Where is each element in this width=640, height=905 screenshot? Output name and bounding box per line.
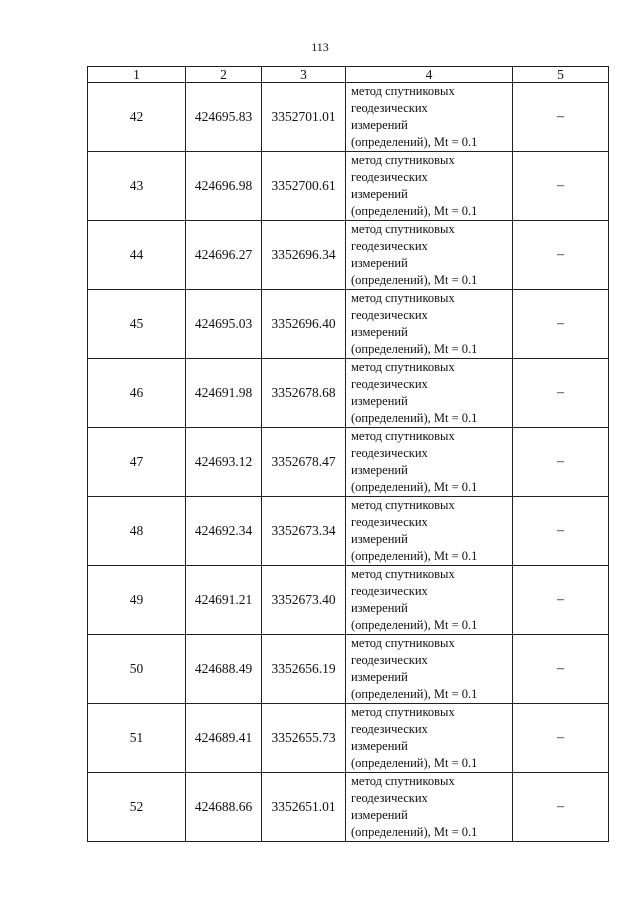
header-cell-2: 2 bbox=[186, 67, 262, 83]
method-cell bbox=[346, 635, 513, 704]
y-coordinate-cell: 3352678.68 bbox=[262, 359, 346, 428]
method-line: (определений), Mt = 0.1 bbox=[351, 411, 478, 425]
method-line: геодезических bbox=[351, 170, 428, 184]
method-line: (определений), Mt = 0.1 bbox=[351, 687, 478, 701]
method-cell bbox=[346, 704, 513, 773]
column-5-cell: – bbox=[513, 497, 609, 566]
method-cell bbox=[346, 428, 513, 497]
method-line: измерений bbox=[351, 601, 408, 615]
method-cell bbox=[346, 83, 513, 152]
column-5-cell: – bbox=[513, 83, 609, 152]
y-coordinate-cell: 3352655.73 bbox=[262, 704, 346, 773]
header-row bbox=[88, 67, 609, 83]
method-line: измерений bbox=[351, 394, 408, 408]
method-line: метод спутниковых bbox=[351, 291, 455, 305]
method-cell bbox=[346, 290, 513, 359]
column-5-cell: – bbox=[513, 221, 609, 290]
column-5-cell: – bbox=[513, 359, 609, 428]
method-line: геодезических bbox=[351, 584, 428, 598]
method-cell bbox=[346, 152, 513, 221]
column-5-cell: – bbox=[513, 773, 609, 842]
method-line: метод спутниковых bbox=[351, 498, 455, 512]
method-line: измерений bbox=[351, 256, 408, 270]
method-line: (определений), Mt = 0.1 bbox=[351, 135, 478, 149]
y-coordinate-cell: 3352673.34 bbox=[262, 497, 346, 566]
y-coordinate-cell: 3352678.47 bbox=[262, 428, 346, 497]
method-line: геодезических bbox=[351, 101, 428, 115]
method-line: метод спутниковых bbox=[351, 429, 455, 443]
table-row bbox=[88, 290, 609, 359]
method-line: метод спутниковых bbox=[351, 774, 455, 788]
x-coordinate-cell: 424693.12 bbox=[186, 428, 262, 497]
method-line: метод спутниковых bbox=[351, 567, 455, 581]
column-5-cell: – bbox=[513, 704, 609, 773]
method-line: геодезических bbox=[351, 446, 428, 460]
table-body bbox=[88, 83, 609, 842]
table-row bbox=[88, 497, 609, 566]
y-coordinate-cell: 3352696.40 bbox=[262, 290, 346, 359]
method-line: измерений bbox=[351, 532, 408, 546]
header-cell-3: 3 bbox=[262, 67, 346, 83]
table-row bbox=[88, 83, 609, 152]
method-cell bbox=[346, 497, 513, 566]
table-row bbox=[88, 152, 609, 221]
method-line: геодезических bbox=[351, 515, 428, 529]
x-coordinate-cell: 424695.83 bbox=[186, 83, 262, 152]
method-line: (определений), Mt = 0.1 bbox=[351, 342, 478, 356]
table-row bbox=[88, 428, 609, 497]
y-coordinate-cell: 3352651.01 bbox=[262, 773, 346, 842]
method-line: (определений), Mt = 0.1 bbox=[351, 549, 478, 563]
method-line: геодезических bbox=[351, 308, 428, 322]
method-cell bbox=[346, 566, 513, 635]
column-5-cell: – bbox=[513, 290, 609, 359]
method-line: метод спутниковых bbox=[351, 636, 455, 650]
method-line: геодезических bbox=[351, 377, 428, 391]
table-header bbox=[88, 67, 609, 83]
method-line: (определений), Mt = 0.1 bbox=[351, 204, 478, 218]
header-cell-1: 1 bbox=[88, 67, 186, 83]
column-5-cell: – bbox=[513, 566, 609, 635]
x-coordinate-cell: 424691.21 bbox=[186, 566, 262, 635]
x-coordinate-cell: 424691.98 bbox=[186, 359, 262, 428]
point-number-cell: 49 bbox=[88, 566, 186, 635]
x-coordinate-cell: 424695.03 bbox=[186, 290, 262, 359]
column-5-cell: – bbox=[513, 635, 609, 704]
page-number: 113 bbox=[311, 40, 329, 54]
point-number-cell: 45 bbox=[88, 290, 186, 359]
method-line: (определений), Mt = 0.1 bbox=[351, 480, 478, 494]
header-cell-5: 5 bbox=[513, 67, 609, 83]
method-cell bbox=[346, 221, 513, 290]
table-row bbox=[88, 635, 609, 704]
method-line: геодезических bbox=[351, 791, 428, 805]
method-line: (определений), Mt = 0.1 bbox=[351, 825, 478, 839]
x-coordinate-cell: 424689.41 bbox=[186, 704, 262, 773]
x-coordinate-cell: 424696.98 bbox=[186, 152, 262, 221]
y-coordinate-cell: 3352656.19 bbox=[262, 635, 346, 704]
method-line: геодезических bbox=[351, 653, 428, 667]
point-number-cell: 52 bbox=[88, 773, 186, 842]
table-row bbox=[88, 359, 609, 428]
point-number-cell: 43 bbox=[88, 152, 186, 221]
header-cell-4: 4 bbox=[346, 67, 513, 83]
method-line: измерений bbox=[351, 739, 408, 753]
point-number-cell: 51 bbox=[88, 704, 186, 773]
point-number-cell: 50 bbox=[88, 635, 186, 704]
table-row bbox=[88, 221, 609, 290]
table-row bbox=[88, 566, 609, 635]
point-number-cell: 47 bbox=[88, 428, 186, 497]
table-row bbox=[88, 773, 609, 842]
method-line: измерений bbox=[351, 325, 408, 339]
coordinates-table bbox=[87, 66, 609, 842]
method-line: геодезических bbox=[351, 239, 428, 253]
column-5-cell: – bbox=[513, 428, 609, 497]
method-line: (определений), Mt = 0.1 bbox=[351, 618, 478, 632]
method-line: измерений bbox=[351, 187, 408, 201]
method-line: измерений bbox=[351, 670, 408, 684]
method-line: (определений), Mt = 0.1 bbox=[351, 756, 478, 770]
method-line: метод спутниковых bbox=[351, 222, 455, 236]
method-line: измерений bbox=[351, 808, 408, 822]
x-coordinate-cell: 424692.34 bbox=[186, 497, 262, 566]
method-cell bbox=[346, 773, 513, 842]
method-line: измерений bbox=[351, 118, 408, 132]
point-number-cell: 46 bbox=[88, 359, 186, 428]
point-number-cell: 42 bbox=[88, 83, 186, 152]
point-number-cell: 48 bbox=[88, 497, 186, 566]
y-coordinate-cell: 3352696.34 bbox=[262, 221, 346, 290]
method-line: метод спутниковых bbox=[351, 153, 455, 167]
table-row bbox=[88, 704, 609, 773]
method-cell bbox=[346, 359, 513, 428]
x-coordinate-cell: 424696.27 bbox=[186, 221, 262, 290]
method-line: измерений bbox=[351, 463, 408, 477]
y-coordinate-cell: 3352700.61 bbox=[262, 152, 346, 221]
method-line: (определений), Mt = 0.1 bbox=[351, 273, 478, 287]
method-line: метод спутниковых bbox=[351, 705, 455, 719]
x-coordinate-cell: 424688.66 bbox=[186, 773, 262, 842]
y-coordinate-cell: 3352701.01 bbox=[262, 83, 346, 152]
method-line: геодезических bbox=[351, 722, 428, 736]
method-line: метод спутниковых bbox=[351, 84, 455, 98]
point-number-cell: 44 bbox=[88, 221, 186, 290]
x-coordinate-cell: 424688.49 bbox=[186, 635, 262, 704]
y-coordinate-cell: 3352673.40 bbox=[262, 566, 346, 635]
method-line: метод спутниковых bbox=[351, 360, 455, 374]
column-5-cell: – bbox=[513, 152, 609, 221]
